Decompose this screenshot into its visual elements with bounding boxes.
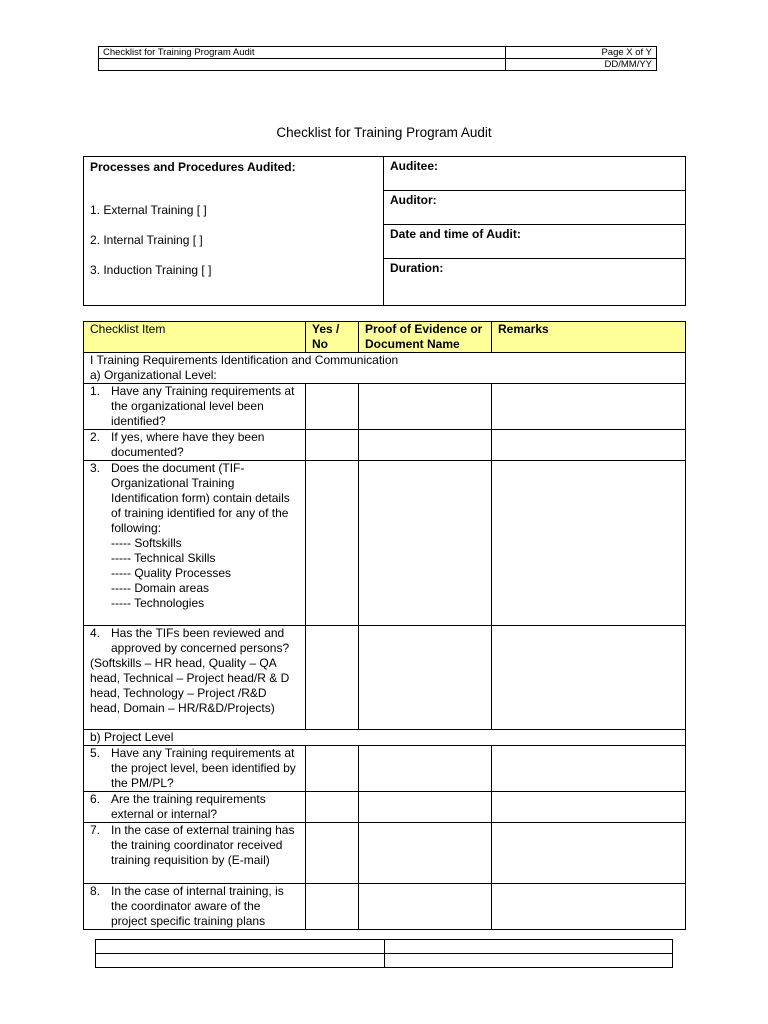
question-number: 4. <box>90 626 101 640</box>
footer-cell <box>96 940 385 954</box>
question-number: 5. <box>90 746 101 760</box>
yes-no-cell[interactable] <box>306 384 359 430</box>
process-internal: 2. Internal Training [ ] <box>90 233 203 247</box>
header-doc-name: Checklist for Training Program Audit <box>99 47 506 59</box>
proof-cell[interactable] <box>359 461 492 626</box>
question-number: 6. <box>90 792 101 806</box>
question-text: In the case of internal training, is the coordinator aware of the project specific training plans <box>111 884 284 928</box>
table-row <box>84 626 686 730</box>
auditor-label: Auditor: <box>384 191 686 225</box>
col-header-remarks: Remarks <box>492 322 686 353</box>
checklist-table <box>83 321 686 930</box>
question-text: Has the TIFs been reviewed and approved by concerned persons? <box>111 626 290 655</box>
audit-info-table <box>83 156 686 306</box>
yes-no-cell[interactable] <box>306 626 359 730</box>
checklist-header-row <box>84 322 686 353</box>
page-title: Checklist for Training Program Audit <box>276 125 492 140</box>
proof-cell[interactable] <box>359 626 492 730</box>
col-header-item: Checklist Item <box>84 322 306 353</box>
question-text: Does the document (TIF-Organizational Training Identification form) contain details of training identified for any of the following: ----- Softskills ----- Technical Skills ----- Quality Processes ----- Domain areas ----- Technologies <box>111 461 290 610</box>
remarks-cell[interactable] <box>492 823 686 884</box>
header-date: DD/MM/YY <box>506 59 657 71</box>
process-external: 1. External Training [ ] <box>90 203 207 217</box>
table-row <box>84 823 686 884</box>
question-number: 1. <box>90 384 101 398</box>
question-number: 2. <box>90 430 101 444</box>
question-text: Have any Training requirements at the project level, been identified by the PM/PL? <box>111 746 296 790</box>
question-cell <box>84 461 306 626</box>
table-row <box>84 461 686 626</box>
duration-label: Duration: <box>384 259 686 306</box>
yes-no-cell[interactable] <box>306 461 359 626</box>
footer-cell <box>384 940 673 954</box>
question-cell <box>84 626 306 730</box>
question-text: Are the training requirements external or internal? <box>111 792 266 821</box>
proof-cell[interactable] <box>359 384 492 430</box>
question-cell <box>84 884 306 930</box>
section-row <box>84 730 686 746</box>
proof-cell[interactable] <box>359 430 492 461</box>
table-row <box>84 430 686 461</box>
footer-cell <box>384 954 673 968</box>
remarks-cell[interactable] <box>492 430 686 461</box>
yes-no-cell[interactable] <box>306 884 359 930</box>
auditee-label: Auditee: <box>384 157 686 191</box>
col-header-proof: Proof of Evidence or Document Name <box>359 322 492 353</box>
remarks-cell[interactable] <box>492 626 686 730</box>
header-page-number: Page X of Y <box>506 47 657 59</box>
question-number: 7. <box>90 823 101 837</box>
remarks-cell[interactable] <box>492 384 686 430</box>
remarks-cell[interactable] <box>492 461 686 626</box>
question-note: (Softskills – HR head, Quality – QA head, Technical – Project head/R & D head, Technology – Project /R&D head, Domain – HR/R&D/Projects) <box>90 656 290 715</box>
section-org-level: I Training Requirements Identification and Communication a) Organizational Level: <box>84 353 686 384</box>
yes-no-cell[interactable] <box>306 746 359 792</box>
yes-no-cell[interactable] <box>306 823 359 884</box>
remarks-cell[interactable] <box>492 884 686 930</box>
process-induction: 3. Induction Training [ ] <box>90 263 212 277</box>
proof-cell[interactable] <box>359 792 492 823</box>
question-cell <box>84 746 306 792</box>
yes-no-cell[interactable] <box>306 430 359 461</box>
section-row <box>84 353 686 384</box>
question-number: 3. <box>90 461 101 475</box>
document-header <box>98 46 657 71</box>
proof-cell[interactable] <box>359 746 492 792</box>
question-text: If yes, where have they been documented? <box>111 430 265 459</box>
remarks-cell[interactable] <box>492 746 686 792</box>
remarks-cell[interactable] <box>492 792 686 823</box>
question-cell <box>84 430 306 461</box>
datetime-label: Date and time of Audit: <box>384 225 686 259</box>
header-blank-cell <box>99 59 506 71</box>
footer-cell <box>96 954 385 968</box>
col-header-yes-no: Yes / No <box>306 322 359 353</box>
yes-no-cell[interactable] <box>306 792 359 823</box>
question-cell <box>84 792 306 823</box>
document-footer <box>95 939 673 968</box>
processes-cell <box>84 157 384 306</box>
table-row <box>84 884 686 930</box>
table-row <box>84 384 686 430</box>
section-project-level: b) Project Level <box>84 730 686 746</box>
question-number: 8. <box>90 884 101 898</box>
processes-heading: Processes and Procedures Audited: <box>90 160 296 174</box>
question-cell <box>84 384 306 430</box>
table-row <box>84 792 686 823</box>
question-text: In the case of external training has the training coordinator received training requisition by (E-mail) <box>111 823 295 867</box>
proof-cell[interactable] <box>359 884 492 930</box>
proof-cell[interactable] <box>359 823 492 884</box>
question-text: Have any Training requirements at the organizational level been identified? <box>111 384 295 428</box>
table-row <box>84 746 686 792</box>
question-cell <box>84 823 306 884</box>
